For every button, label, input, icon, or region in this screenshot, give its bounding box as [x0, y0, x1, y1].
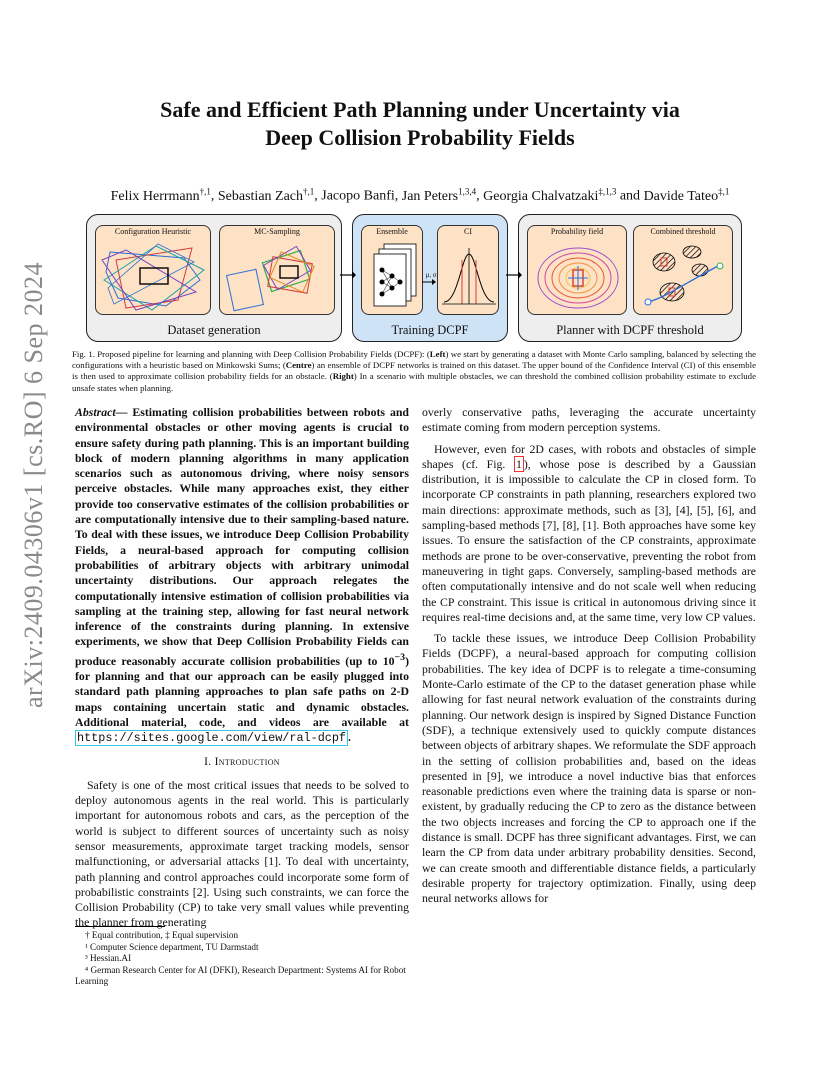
footnote: † Equal contribution, ‡ Equal supervision	[85, 930, 239, 940]
probability-field-plot	[528, 240, 628, 314]
author-list: Felix Herrmann$^{\dagger,1}$, Sebastian Zach$^{\dagger,1}$, Jacopo Banfi, Jan Peters$^{1,3,4}$, Georgia Chalvatzaki$^{\ddagger,1,3}$ and Davide Tateo$^{\ddagger,1}$	[110, 186, 730, 204]
arrow-icon	[340, 270, 356, 280]
arrow-icon	[422, 278, 436, 286]
figure-1-pipeline	[86, 214, 742, 342]
card-ci: CI	[437, 225, 499, 315]
footnote: ⁴ German Research Center for AI (DFKI), Research Department: Systems AI for Robot Learning	[75, 964, 406, 987]
title-line-2: Deep Collision Probability Fields	[265, 125, 575, 150]
abstract-label: Abstract	[75, 405, 116, 419]
combined-threshold-plot	[634, 240, 734, 314]
panel-dataset-generation	[86, 214, 342, 342]
footnote: ³ Hessian.AI	[85, 953, 132, 964]
intro-paragraph-1: Safety is one of the most critical issues that needs to be solved to deploy autonomous agents in the real world. This is particularly important for autonomous robots and cars, as the perception of the world is subject to different sources of uncertainty such as noisy sensor measurements, approximate target tracking models, sensor malfunctioning, or adversarial attacks [1]. To deal with uncertainty, path planning and control approaches could incorporate some form of probabilistic constraints [2]. Using such constraints, we can force the Collision Probability (CP) to take very small values while preventing the planner from generating	[75, 777, 409, 930]
arxiv-identifier: arXiv:2409.04306v1 [cs.RO] 6 Sep 2024	[19, 261, 49, 709]
footnote-rule	[75, 926, 165, 927]
figure-reference-link[interactable]: 1	[515, 456, 522, 471]
panel-caption-training: Training DCPF	[391, 323, 469, 337]
confidence-interval-plot	[438, 240, 500, 314]
author: Sebastian Zach$^{\dagger,1}$	[217, 186, 315, 204]
intro-paragraph-3: To tackle these issues, we introduce Deep Collision Probability Fields (DCPF), a neural-based approach for computing collision probabilities. The key idea of DCPF is to relegate a time-consuming Monte-Carlo estimate of the CP to the dataset generation phase while allowing for fast neural network evaluation of the constraints during planning. Our network design is inspired by Signed Distance Function (SDF), a technique extensively used to quickly compute distances between objects of arbitrary shapes. We reformulate the SDF approach in the setting of collision probabilities and, based on the ideas presented in [9], we introduce a novel inductive bias that enforces reasonable predictions even where the training data is sparse or non-existent, by gradually reducing the CP to zero as the distance between the two objects increases and forcing the CP to approach one if the distance is small. DCPF has three significant advantages. First, we can learn the CP from data under arbitrary probability densities. Second, we can create smooth and differentiable distance fields, a particularly desirable property for trajectory optimization. Finally, using deep neural networks allows for	[422, 631, 756, 906]
card-mc-sampling: MC-Sampling	[219, 225, 335, 315]
configuration-heuristic-plot	[96, 240, 212, 314]
right-column	[422, 405, 756, 907]
intro-paragraph-continued: overly conservative paths, leveraging the accurate uncertainty estimate coming from modern perception systems.	[422, 405, 756, 435]
figure-1-caption: Fig. 1. Proposed pipeline for learning and planning with Deep Collision Probability Fields (DCPF): (Left) we start by generating a dataset with Monte Carlo sampling, balanced by selecting the configurations with a heuristic based on Minkowski Sums; (Centre) an ensemble of DCPF networks is trained on this dataset. The upper bound of the Confidence Interval (CI) of this ensemble is then used to approximate collision probability fields for an obstacle. (Right) In a scenario with multiple obstacles, we can threshold the combined collision probability estimate to exclude unsafe states when planning.	[72, 349, 756, 393]
footnotes	[75, 930, 409, 988]
panel-planner	[518, 214, 742, 342]
author: Jan Peters$^{1,3,4}$	[401, 186, 477, 204]
panel-caption-planner: Planner with DCPF threshold	[556, 323, 704, 337]
card-probability-field: Probability field	[527, 225, 627, 315]
footnote: ¹ Computer Science department, TU Darmstadt	[85, 941, 259, 952]
left-column	[75, 405, 409, 931]
arxiv-side-stamp	[4, 261, 64, 709]
title-line-1: Safe and Efficient Path Planning under Uncertainty via	[160, 97, 680, 122]
arrow-icon	[506, 270, 522, 280]
card-ensemble: Ensemble	[361, 225, 423, 315]
paper-title	[80, 96, 760, 152]
abstract: Abstract— Estimating collision probabilities between robots and environmental obstacles or other moving agents is crucial to ensure safety during path planning. This is an important building block of modern planning algorithms in many application scenarios such as autonomous driving, where noisy sensors perceive obstacles. While many approaches exist, they either provide too conservative estimates of the collision probabilities or are computationally intensive due to their sampling-based nature. To deal with these issues, we introduce Deep Collision Probability Fields, a neural-based approach for computing collision probabilities of arbitrary objects with arbitrary unimodal uncertainty distributions. Our approach relegates the computationally intensive estimation of collision probabilities via sampling at the training step, allowing for fast neural network inference of the constraints during planning. In extensive experiments, we show that Deep Collision Probability Fields can produce reasonably accurate collision probabilities (up to $10^{-3}$) for planning and that our approach can be easily plugged into standard path planning approaches to plan safe paths on 2-D maps containing uncertain static and dynamic obstacles. Additional material, code, and videos are available at https://sites.google.com/view/ral-dcpf .	[75, 405, 409, 746]
panel-caption-dataset: Dataset generation	[167, 323, 261, 337]
author: Davide Tateo$^{\ddagger,1}$	[643, 186, 730, 204]
mu-sigma-label: μ, σ	[425, 271, 437, 279]
author: Georgia Chalvatzaki$^{\ddagger,1,3}$	[483, 186, 617, 204]
author: Jacopo Banfi	[321, 188, 395, 204]
card-configuration-heuristic: Configuration Heuristic	[95, 225, 211, 315]
section-heading-introduction: I. Introduction	[204, 756, 280, 769]
ensemble-networks-icon	[362, 240, 424, 314]
project-website-link[interactable]: https://sites.google.com/view/ral-dcpf	[77, 731, 347, 746]
intro-paragraph-2: However, even for 2D cases, with robots and obstacles of simple shapes (cf. Fig. 1 ), whose pose is described by a Gaussian distribution, it is impossible to calculate the CP in closed form. To incorporate CP constraints in path planning, researchers explored two main directions: approximate methods, such as [3], [4], [5], [6], and sampling-based methods [7], [8], [1]. Both approaches have some key issues. To ensure the satisfaction of the CP constraints, approximate methods are prone to be over-conservative, preventing the robot from maneuvering in tight gaps. Conversely, sampling-based methods are often computationally intensive and do not scale well when reducing the CP constraint. This issue is critical in autonomous driving since it requires real-time decisions and, at the same time, very low CP values.	[422, 441, 756, 624]
mc-sampling-plot	[220, 240, 336, 314]
card-combined-threshold: Combined threshold	[633, 225, 733, 315]
author: Felix Herrmann$^{\dagger,1}$	[110, 186, 211, 204]
